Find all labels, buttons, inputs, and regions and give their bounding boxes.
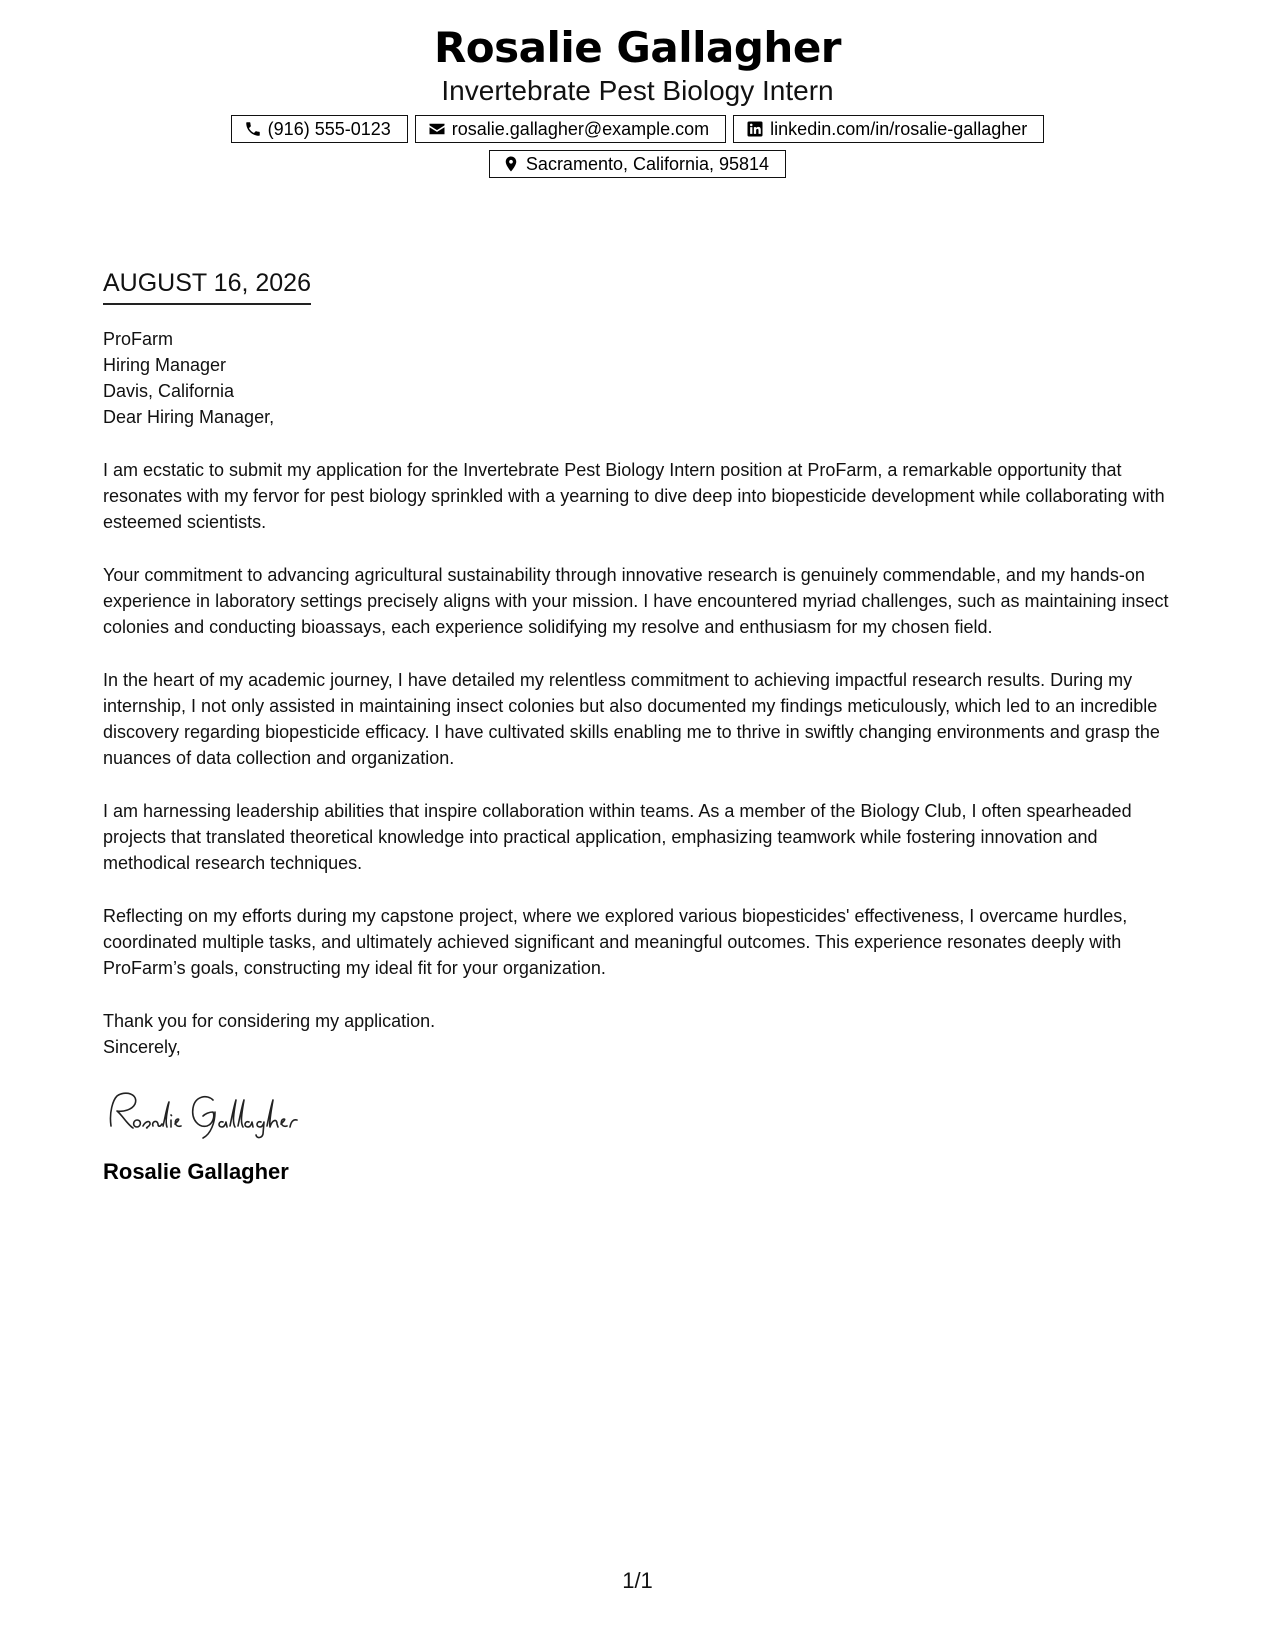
page-number: 1/1 xyxy=(622,1568,653,1593)
linkedin-chip[interactable] xyxy=(733,115,1044,143)
signer-name: Rosalie Gallagher xyxy=(103,1159,289,1184)
linkedin-text: linkedin.com/in/rosalie-gallagher xyxy=(770,118,1028,139)
paragraph-1: I am ecstatic to submit my application for the Invertebrate Pest Biology Intern position at ProFarm, a remarkable opportunity that resonates with my fervor for pest biology sprinkled with a yearning to dive deep into biopesticide development while collaborating with esteemed scientists. xyxy=(103,460,1165,532)
contact-row-2 xyxy=(0,150,1275,178)
recipient-company: ProFarm xyxy=(103,329,174,349)
salutation: Dear Hiring Manager, xyxy=(103,407,275,427)
letter-date: AUGUST 16, 2026 xyxy=(103,268,311,305)
applicant-title: Invertebrate Pest Biology Intern xyxy=(441,75,834,106)
email-text: rosalie.gallagher@example.com xyxy=(451,118,710,139)
recipient-location: Davis, California xyxy=(103,381,235,401)
letter-header xyxy=(0,22,1275,178)
phone-icon xyxy=(244,120,262,138)
letter-body xyxy=(103,326,1173,1186)
paragraph-6: Thank you for considering my application. xyxy=(103,1011,436,1031)
map-pin-icon xyxy=(502,155,520,173)
phone-text: (916) 555-0123 xyxy=(267,118,391,139)
envelope-icon xyxy=(428,120,446,138)
email-chip[interactable] xyxy=(415,115,726,143)
linkedin-icon xyxy=(746,120,764,138)
paragraph-2: Your commitment to advancing agricultural sustainability through innovative research is genuinely commendable, and my hands-on experience in laboratory settings precisely aligns with your mission. I have encountered myriad challenges, such as maintaining insect colonies and conducting bioassays, each experience solidifying my resolve and enthusiasm for my chosen field. xyxy=(103,565,1169,637)
handwritten-signature xyxy=(103,1082,363,1142)
phone-chip[interactable] xyxy=(231,115,408,143)
signature-image xyxy=(103,1082,1173,1142)
paragraph-5: Reflecting on my efforts during my capstone project, where we explored various biopesticides' effectiveness, I overcame hurdles, coordinated multiple tasks, and ultimately achieved significant and meaningful outcomes. This experience resonates deeply with ProFarm’s goals, constructing my ideal fit for your organization. xyxy=(103,906,1128,978)
location-chip[interactable] xyxy=(489,150,786,178)
location-text: Sacramento, California, 95814 xyxy=(525,153,770,174)
closing: Sincerely, xyxy=(103,1037,181,1057)
recipient-block xyxy=(103,326,1173,404)
paragraph-3: In the heart of my academic journey, I have detailed my relentless commitment to achieving impactful research results. During my internship, I not only assisted in maintaining insect colonies but also documented my findings meticulously, which led to an incredible discovery regarding biopesticide efficacy. I have cultivated skills enabling me to thrive in swiftly changing environments and grasp the nuances of data collection and organization. xyxy=(103,670,1160,768)
contact-row-1 xyxy=(0,115,1275,143)
paragraph-4: I am harnessing leadership abilities that inspire collaboration within teams. As a member of the Biology Club, I often spearheaded projects that translated theoretical knowledge into practical application, emphasizing teamwork while fostering innovation and methodical research techniques. xyxy=(103,801,1132,873)
applicant-name: Rosalie Gallagher xyxy=(433,23,842,72)
recipient-contact: Hiring Manager xyxy=(103,355,227,375)
